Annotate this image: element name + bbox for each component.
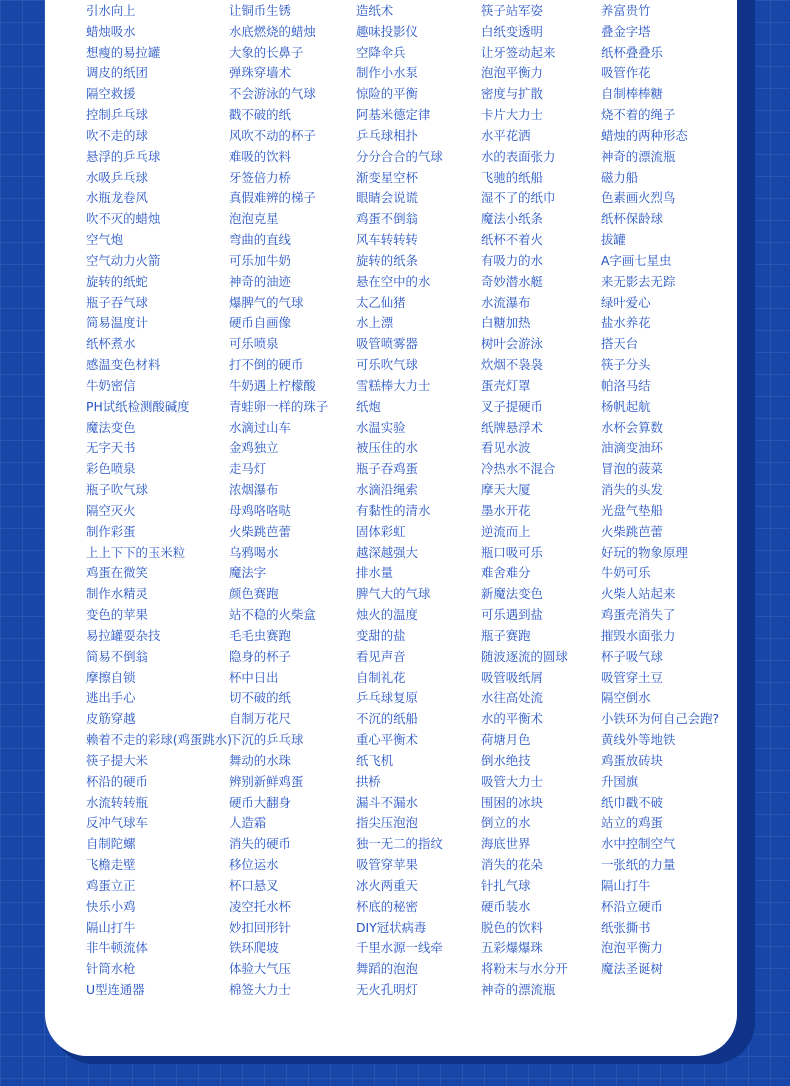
experiment-item: 隔空灭火 [86,502,136,518]
experiment-item: 自制棒棒糖 [601,86,663,102]
experiment-item: 烧不着的绳子 [601,107,676,123]
experiment-item: 看见水波 [481,440,531,456]
experiment-item: 水往高处流 [481,690,543,706]
experiment-item: 制作彩蛋 [86,523,136,539]
experiment-item: 魔法小纸条 [481,211,543,227]
experiment-item: 蜡烛吸水 [86,23,136,39]
experiment-item: 空气炮 [86,232,124,248]
experiment-item: 摩天大厦 [481,482,531,498]
experiment-item: 青蛙卵一样的珠子 [229,398,329,414]
experiment-item: 无火孔明灯 [356,982,418,997]
experiment-item: 消失的头发 [601,482,663,498]
experiment-item: 人造霜 [229,815,267,831]
experiment-item: 大象的长鼻子 [229,44,304,60]
experiment-item: 逃出手心 [86,690,136,706]
experiment-item: 自制陀螺 [86,836,136,852]
experiment-item: 牛奶可乐 [601,565,651,581]
experiment-item: 升国旗 [601,773,639,789]
experiment-item: 小铁环为何自己会跑? [601,711,720,727]
experiment-item: 越深越强大 [356,544,418,560]
experiment-item: 有吸力的水 [481,252,543,268]
experiment-item: 爆脾气的气球 [229,294,304,310]
experiment-item: U型连通器 [86,982,145,997]
experiment-item: 水底燃烧的蜡烛 [229,23,316,39]
experiment-item: 旋转的纸条 [356,252,418,268]
experiment-item: 瓶子吞气球 [86,294,148,310]
experiment-item: 倒立的水 [481,815,531,831]
experiment-item: 感温变色材料 [86,357,161,373]
experiment-item: 倒水绝技 [481,752,531,768]
experiment-item: 鸡蛋壳消失了 [601,607,676,623]
experiment-item: 眼睛会说谎 [356,190,418,206]
experiment-item: 舞蹈的泡泡 [356,961,418,977]
experiment-item: 硬币大翻身 [229,794,291,810]
experiment-item: 魔法变色 [86,419,136,435]
experiment-item: 飞驰的纸船 [481,169,543,185]
experiment-item: 纸飞机 [356,752,394,768]
experiment-item: 火柴人站起来 [601,586,676,602]
experiment-item: 可乐吹气球 [356,357,418,373]
experiment-item: 打不倒的硬币 [229,357,304,373]
experiment-item: 阿基米德定律 [356,107,431,123]
experiment-item: 杯子吸气球 [601,648,663,664]
experiment-item: 随波逐流的圆球 [481,648,568,664]
experiment-item: 牛奶密信 [86,377,136,393]
experiment-item: 走马灯 [229,461,267,477]
experiment-item: 站立的鸡蛋 [601,815,663,831]
experiment-item: 瓶子吞鸡蛋 [356,461,418,477]
experiment-item: 棉签大力士 [229,982,291,997]
experiment-item: 可乐加牛奶 [229,252,291,268]
experiment-item: 硬币装水 [481,898,531,914]
experiment-item: 吹不灭的蜡烛 [86,211,161,227]
experiment-item: 纸杯不着火 [481,232,543,248]
experiment-item: 反冲气球车 [86,815,148,831]
experiment-item: 漏斗不漏水 [356,794,418,810]
experiment-item: 非牛顿流体 [86,940,148,956]
experiment-item: 荷塘月色 [481,732,531,748]
experiment-item: 辨别新鲜鸡蛋 [229,773,304,789]
experiment-item: 养富贵竹 [601,3,651,18]
experiment-item: 炊烟不袅袅 [481,357,543,373]
experiment-item: 湿不了的纸巾 [481,190,556,206]
experiment-item: 纸杯煮水 [86,336,136,352]
experiment-item: 泡泡平衡力 [601,940,663,956]
experiment-item: 杯口悬叉 [229,877,279,893]
experiment-item: 蛋壳灯罩 [481,377,531,393]
experiment-item: 纸牌悬浮术 [481,419,543,435]
experiment-item: 白纸变透明 [481,23,543,39]
experiment-item: 瓶口吸可乐 [481,544,543,560]
experiment-item: 拱桥 [356,773,381,789]
experiment-item: 弯曲的直线 [229,232,291,248]
experiment-item: 吹不走的球 [86,127,148,143]
experiment-item: 消失的花朵 [481,857,543,873]
experiment-item: 冒泡的菠菜 [601,461,663,477]
experiment-item: 吸管喷雾器 [356,336,418,352]
experiment-item: 脱色的饮料 [481,919,543,935]
experiment-item: 难舍难分 [481,565,531,581]
experiment-item: 水吸乒乓球 [86,169,148,185]
experiment-item: 彩色喷泉 [86,461,136,477]
experiment-item: 可乐遇到盐 [481,607,543,623]
experiment-item: 飞檐走壁 [86,857,136,873]
experiment-item: 牙签倍力桥 [229,169,291,185]
experiment-item: 吸管吸纸屑 [481,669,543,685]
experiment-item: 固体彩虹 [356,523,406,539]
experiment-item: 筷子站军姿 [481,3,543,18]
experiment-item: 牛奶遇上柠檬酸 [229,377,316,393]
experiment-item: 帕洛马结 [601,377,651,393]
experiment-item: 水温实验 [356,419,406,435]
experiment-item: 赖着不走的彩球(鸡蛋跳水) [86,732,232,748]
experiment-item: 来无影去无踪 [601,273,676,289]
experiment-item: 悬浮的乒乓球 [86,148,161,164]
experiment-item: 移位运水 [229,857,279,873]
experiment-item: 下沉的乒乓球 [229,732,304,748]
experiment-item: 被压住的水 [356,440,418,456]
experiment-item: 趣味投影仪 [356,23,418,39]
experiment-item: 泡泡克星 [229,211,279,227]
experiment-item: 吸管大力士 [481,773,543,789]
experiment-item: 铁环爬坡 [229,940,279,956]
experiment-item: 乒乓球相扑 [356,127,418,143]
experiment-item: 光盘气垫船 [601,502,663,518]
experiment-item: 鸡蛋不倒翁 [356,211,418,227]
experiment-item: 水的表面张力 [481,148,556,164]
experiment-item: 水滴过山车 [229,419,291,435]
experiment-item: 火柴跳芭蕾 [601,523,663,539]
experiment-item: 自制礼花 [356,669,406,685]
experiment-item: 不沉的纸船 [356,711,418,727]
experiment-item: 真假难辨的梯子 [229,190,316,206]
experiment-item: 水瓶龙卷风 [86,190,148,206]
experiment-item: 黄线外等地铁 [601,732,676,748]
experiment-item: 海底世界 [481,836,531,852]
experiment-item: 针扎气球 [481,877,531,893]
experiment-item: 站不稳的火柴盒 [229,607,316,623]
experiment-item: 皮筋穿越 [86,711,136,727]
experiment-item: 烛火的温度 [356,607,418,623]
experiment-item: 控制乒乓球 [86,107,148,123]
experiment-item: 上上下下的玉米粒 [86,544,186,560]
experiment-item: 脾气大的气球 [356,586,431,602]
experiment-item: 油滴变油环 [601,440,663,456]
experiment-item: 快乐小鸡 [86,898,136,914]
experiment-item: 新魔法变色 [481,586,543,602]
experiment-item: 盐水养花 [601,315,651,331]
experiment-item: 乒乓球复原 [356,690,418,706]
experiment-item: 风吹不动的杯子 [229,127,316,143]
experiment-item: 易拉罐耍杂技 [86,627,161,643]
experiment-item: 制作小水泵 [356,65,418,81]
experiment-item: 纸巾戳不破 [601,794,663,810]
experiment-item: 绿叶爱心 [601,294,651,310]
experiment-item: 蜡烛的两种形态 [601,127,688,143]
experiment-item: 吸管作花 [601,65,651,81]
experiment-item: 消失的硬币 [229,836,291,852]
experiment-item: 水流瀑布 [481,294,531,310]
experiment-item: 冷热水不混合 [481,461,556,477]
experiment-item: 引水向上 [86,3,136,18]
experiment-item: 戳不破的纸 [229,107,291,123]
experiment-item: 重心平衡术 [356,732,418,748]
experiment-item: 分分合合的气球 [356,148,443,164]
experiment-item: 五彩爆爆珠 [481,940,543,956]
experiment-item: 凌空托水杯 [229,898,291,914]
experiment-item: 太乙仙猪 [356,294,406,310]
experiment-item: 筷子分头 [601,357,651,373]
experiment-item: 乌鸦喝水 [229,544,279,560]
experiment-item: 吸管穿土豆 [601,669,663,685]
experiment-item: 自制万花尺 [229,711,291,727]
experiment-item: 颜色赛跑 [229,586,279,602]
experiment-item: 纸杯叠叠乐 [601,44,663,60]
experiment-item: 有黏性的清水 [356,502,431,518]
experiment-item: 金鸡独立 [229,440,279,456]
experiment-item: 隔山打牛 [601,877,651,893]
experiment-item: 一张纸的力量 [601,857,676,873]
experiment-item: 空降伞兵 [356,44,406,60]
experiment-item: 摩擦自锁 [86,669,136,685]
experiment-item: A字画七星虫 [601,252,672,268]
experiment-item: 纸炮 [356,398,381,414]
experiment-item: 卡片大力士 [481,107,543,123]
experiment-item: 魔法字 [229,565,267,581]
experiment-item: 瓶子赛跑 [481,627,531,643]
experiment-item: 妙扣回形针 [229,919,291,935]
experiment-item: 泡泡平衡力 [481,65,543,81]
experiment-item: 水中控制空气 [601,836,676,852]
experiment-item: 调皮的纸团 [86,65,148,81]
experiment-item: 纸杯保龄球 [601,211,663,227]
experiment-item: 水上漂 [356,315,394,331]
experiment-item: 神奇的漂流瓶 [481,982,556,997]
experiment-item: 白糖加热 [481,315,531,331]
experiment-item: 树叶会游泳 [481,336,543,352]
experiment-item: 变甜的盐 [356,627,406,643]
experiment-item: 墨水开花 [481,502,531,518]
experiment-item: 空气动力火箭 [86,252,161,268]
experiment-item: 磁力船 [601,169,639,185]
experiment-item: PH试纸检测酸碱度 [86,398,190,414]
experiment-item: 可乐喷泉 [229,336,279,352]
experiment-item: 叉子提硬币 [481,398,543,414]
experiment-item: 瓶子吹气球 [86,482,148,498]
experiment-item: 针筒水枪 [86,961,136,977]
experiment-item: 弹珠穿墙术 [229,65,291,81]
experiment-item: 隔山打牛 [86,919,136,935]
experiment-item: DIY冠状病毒 [356,919,427,935]
experiment-item: 神奇的漂流瓶 [601,148,676,164]
experiment-item: 简易不倒翁 [86,648,148,664]
experiment-item: 难吸的饮料 [229,148,291,164]
experiment-item: 火柴跳芭蕾 [229,523,291,539]
experiment-item: 惊险的平衡 [356,86,418,102]
experiment-item: 浓烟瀑布 [229,482,279,498]
experiment-item: 想瘦的易拉罐 [86,44,161,60]
experiment-item: 水流转转瓶 [86,794,148,810]
experiment-item: 鸡蛋立正 [86,877,136,893]
experiment-item: 毛毛虫赛跑 [229,627,291,643]
experiment-item: 体验大气压 [229,961,291,977]
experiment-item: 悬在空中的水 [356,273,431,289]
experiment-item: 不会游泳的气球 [229,86,316,102]
experiment-item: 魔法圣诞树 [601,961,663,977]
experiment-item: 鸡蛋放砖块 [601,752,663,768]
experiment-item: 奇妙潜水艇 [481,273,543,289]
experiment-item: 纸张撕书 [601,919,651,935]
experiment-item: 舞动的水珠 [229,752,291,768]
experiment-item: 摧毁水面张力 [601,627,676,643]
experiment-item: 独一无二的指纹 [356,836,443,852]
experiment-item: 密度与扩散 [481,86,543,102]
experiment-item: 神奇的油迹 [229,273,291,289]
experiment-item: 叠金字塔 [601,23,651,39]
experiment-item: 硬币自画像 [229,315,291,331]
experiment-item: 让铜币生锈 [229,3,291,18]
experiment-item: 风车转转转 [356,232,418,248]
experiment-item: 杯中日出 [229,669,279,685]
experiment-item: 冰火两重天 [356,877,418,893]
experiment-item: 雪糕棒大力士 [356,377,431,393]
experiment-item: 色素画火烈鸟 [601,190,676,206]
experiment-item: 水的平衡术 [481,711,543,727]
experiment-item: 旋转的纸蛇 [86,273,148,289]
experiment-item: 指尖压泡泡 [356,815,418,831]
experiment-item: 围困的冰块 [481,794,543,810]
experiment-item: 搭天台 [601,336,639,352]
experiment-item: 造纸术 [356,3,394,18]
experiment-item: 水滴沿绳索 [356,482,418,498]
experiment-item: 杯底的秘密 [356,898,418,914]
experiment-item: 让牙签动起来 [481,44,556,60]
experiment-item: 水平花洒 [481,127,531,143]
experiment-item: 鸡蛋在微笑 [86,565,148,581]
experiment-item: 无字天书 [86,440,136,456]
experiment-item: 杨帆起航 [601,398,651,414]
experiment-item: 隐身的杯子 [229,648,291,664]
experiment-item: 渐变星空杯 [356,169,418,185]
experiment-item: 切不破的纸 [229,690,291,706]
experiment-item: 隔空救援 [86,86,136,102]
experiment-item: 制作水精灵 [86,586,148,602]
experiment-item: 排水量 [356,565,394,581]
experiment-item: 变色的苹果 [86,607,148,623]
experiment-item: 千里水源一线牵 [356,940,443,956]
experiment-item: 水杯会算数 [601,419,663,435]
experiment-item: 杯沿的硬币 [86,773,148,789]
experiment-item: 隔空倒水 [601,690,651,706]
experiment-item: 母鸡咯咯哒 [229,502,291,518]
experiment-item: 杯沿立硬币 [601,898,663,914]
experiment-item: 简易温度计 [86,315,148,331]
experiment-item: 将粉末与水分开 [481,961,568,977]
experiment-item: 筷子提大米 [86,752,148,768]
experiment-item: 拔罐 [601,232,626,248]
experiment-item: 逆流而上 [481,523,531,539]
experiment-item: 吸管穿苹果 [356,857,418,873]
experiment-item: 看见声音 [356,648,406,664]
experiment-item: 好玩的物象原理 [601,544,688,560]
